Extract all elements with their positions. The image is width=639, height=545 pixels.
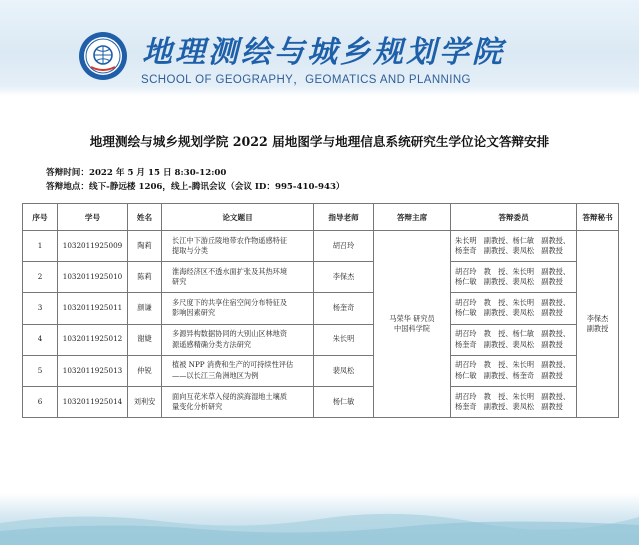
column-header-name: 姓名: [128, 204, 162, 231]
cell-student-name: 刘利安: [128, 386, 162, 417]
column-header-chair: 答辩主席: [374, 204, 451, 231]
cell-student-id: 1032011925010: [58, 262, 128, 293]
school-name-english: SCHOOL OF GEOGRAPHY，GEOMATICS AND PLANNING: [141, 74, 471, 86]
cell-no: 5: [23, 355, 58, 386]
cell-members: 胡召玲 教 授、朱长明 副教授、 杨仁敏 副教授、裴凤松 副教授: [451, 262, 577, 293]
column-header-student-id: 学号: [58, 204, 128, 231]
university-emblem-icon: [78, 31, 128, 81]
wave-decoration-icon: [0, 493, 639, 545]
document-title: 地理测绘与城乡规划学院 2022 届地图学与地理信息系统研究生学位论文答辩安排: [89, 134, 550, 149]
table-row: [23, 262, 619, 293]
cell-student-name: 仲锐: [128, 355, 162, 386]
table-row: [23, 324, 619, 355]
cell-members: 胡召玲 教 授、杨仁敏 副教授、 杨奎奇 副教授、裴凤松 副教授: [451, 324, 577, 355]
cell-topic: 长江中下游丘陵地带农作物遥感特征 提取与分类: [162, 231, 314, 262]
cell-student-name: 陶莉: [128, 231, 162, 262]
cell-no: 3: [23, 293, 58, 324]
cell-student-id: 1032011925013: [58, 355, 128, 386]
cell-no: 2: [23, 262, 58, 293]
cell-topic: 面向互花米草入侵的滨海湿地土壤质 量变化分析研究: [162, 386, 314, 417]
cell-student-id: 1032011925009: [58, 231, 128, 262]
defense-time: 答辩时间：2022 年 5 月 15 日 8:30-12:00: [46, 168, 227, 178]
cell-advisor: 裴凤松: [314, 355, 374, 386]
cell-members: 胡召玲 教 授、朱长明 副教授、 杨奎奇 副教授、裴凤松 副教授: [451, 386, 577, 417]
cell-topic: 植被 NPP 消费和生产的可持续性评估 ——以长江三角洲地区为例: [162, 355, 314, 386]
cell-advisor: 杨奎奇: [314, 293, 374, 324]
cell-student-id: 1032011925012: [58, 324, 128, 355]
cell-student-id: 1032011925014: [58, 386, 128, 417]
defense-schedule-table: [22, 203, 619, 418]
cell-advisor: 胡召玲: [314, 231, 374, 262]
cell-advisor: 杨仁敏: [314, 386, 374, 417]
cell-no: 1: [23, 231, 58, 262]
table-row: [23, 355, 619, 386]
column-header-advisor: 指导老师: [314, 204, 374, 231]
cell-student-name: 陈莉: [128, 262, 162, 293]
column-header-members: 答辩委员: [451, 204, 577, 231]
cell-members: 朱长明 副教授、杨仁敏 副教授、 杨奎奇 副教授、裴凤松 副教授: [451, 231, 577, 262]
defense-location: 答辩地点：线下-静远楼 1206，线上-腾讯会议（会议 ID：995-410-943）: [46, 182, 345, 192]
cell-no: 4: [23, 324, 58, 355]
column-header-topic: 论文题目: [162, 204, 314, 231]
cell-advisor: 朱长明: [314, 324, 374, 355]
cell-topic: 淮海经济区不透水面扩张及其热环境 研究: [162, 262, 314, 293]
column-header-secretary: 答辩秘书: [577, 204, 619, 231]
cell-no: 6: [23, 386, 58, 417]
cell-student-name: 谢婕: [128, 324, 162, 355]
footer-wave-banner: [0, 493, 639, 545]
cell-members: 胡召玲 教 授、朱长明 副教授、 杨仁敏 副教授、裴凤松 副教授: [451, 293, 577, 324]
table-row: [23, 293, 619, 324]
cell-student-name: 颜谦: [128, 293, 162, 324]
cell-advisor: 李保杰: [314, 262, 374, 293]
cell-topic: 多尺度下的共享住宿空间分布特征及 影响因素研究: [162, 293, 314, 324]
cell-topic: 多源异构数据协同的大别山区林地资 源遥感精确分类方法研究: [162, 324, 314, 355]
school-name-chinese: 地理测绘与城乡规划学院: [142, 35, 505, 70]
cell-student-id: 1032011925011: [58, 293, 128, 324]
table-header-row: [23, 204, 619, 231]
cell-chair: 马荣华 研究员 中国科学院: [374, 231, 451, 418]
table-row: [23, 231, 619, 262]
table-row: [23, 386, 619, 417]
cell-secretary: 李保杰 副教授: [577, 231, 619, 418]
column-header-no: 序号: [23, 204, 58, 231]
cell-members: 胡召玲 教 授、朱长明 副教授、 杨仁敏 副教授、杨奎奇 副教授: [451, 355, 577, 386]
